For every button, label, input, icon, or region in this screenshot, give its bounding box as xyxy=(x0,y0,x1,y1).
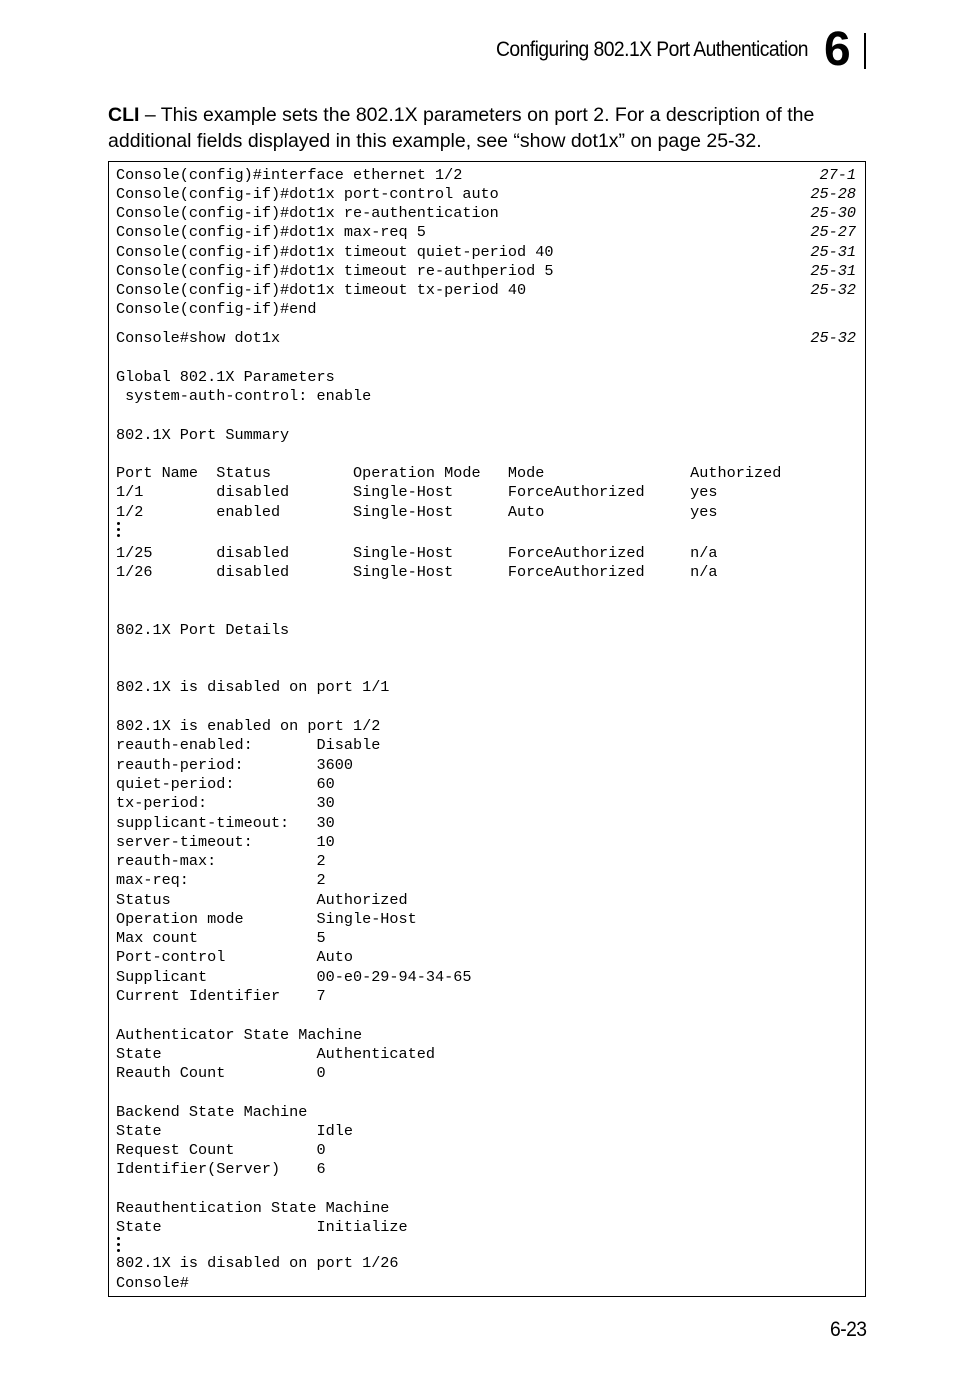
code-line: Supplicant 00-e0-29-94-34-65 xyxy=(116,968,472,986)
page-number: 6-23 xyxy=(830,1318,867,1341)
code-line: Max count 5 xyxy=(116,929,326,947)
page-reference: 27-1 xyxy=(819,166,856,184)
cli-label: CLI xyxy=(108,104,140,126)
code-line: max-req: 2 xyxy=(116,871,326,889)
table-row: 1/26 disabled Single-Host ForceAuthorized n/a xyxy=(116,563,718,581)
intro-line-1: – This example sets the 802.1X parameters on port 2. For a description of the xyxy=(139,104,815,126)
code-line: Console# xyxy=(116,1274,189,1292)
code-line: Status Authorized xyxy=(116,891,408,909)
code-example-box xyxy=(108,161,866,1297)
code-line: Console(config-if)#dot1x max-req 5 25-27 xyxy=(116,223,856,241)
code-line: supplicant-timeout: 30 xyxy=(116,814,335,832)
page-reference: 25-31 xyxy=(810,262,856,280)
code-line: Console(config-if)#end xyxy=(116,300,317,318)
code-line: quiet-period: 60 xyxy=(116,775,335,793)
code-line: Authenticator State Machine xyxy=(116,1026,363,1044)
ellipsis-dots xyxy=(117,522,123,540)
code-line: State Authenticated xyxy=(116,1045,435,1063)
intro-paragraph xyxy=(108,102,868,154)
code-line: 802.1X Port Summary xyxy=(116,426,290,444)
page-reference: 25-30 xyxy=(810,204,856,222)
code-line: Console(config-if)#dot1x timeout re-authperiod 5 25-31 xyxy=(116,262,856,280)
code-line: State Initialize xyxy=(116,1218,408,1236)
code-line: 802.1X is enabled on port 1/2 xyxy=(116,717,381,735)
code-line: system-auth-control: enable xyxy=(116,387,372,405)
code-line: Reauth Count 0 xyxy=(116,1064,326,1082)
chapter-number: 6 xyxy=(824,23,851,76)
code-line: Port-control Auto xyxy=(116,948,353,966)
table-row: 1/25 disabled Single-Host ForceAuthorized n/a xyxy=(116,544,718,562)
code-line: Identifier(Server) 6 xyxy=(116,1160,326,1178)
code-line: Request Count 0 xyxy=(116,1141,326,1159)
code-line: State Idle xyxy=(116,1122,353,1140)
code-line: Console(config-if)#dot1x timeout tx-period 40 25-32 xyxy=(116,281,856,299)
code-line: Console(config-if)#dot1x timeout quiet-period 40 25-31 xyxy=(116,243,856,261)
code-line: Operation mode Single-Host xyxy=(116,910,417,928)
code-line: Console(config-if)#dot1x re-authentication 25-30 xyxy=(116,204,856,222)
code-line: server-timeout: 10 xyxy=(116,833,335,851)
code-line: Console(config)#interface ethernet 1/2 27-1 xyxy=(116,166,856,184)
code-line: reauth-period: 3600 xyxy=(116,756,353,774)
running-header-title: Configuring 802.1X Port Authentication xyxy=(496,38,808,61)
code-line: 802.1X is disabled on port 1/26 xyxy=(116,1254,399,1272)
code-line: Global 802.1X Parameters xyxy=(116,368,335,386)
intro-line-2: additional fields displayed in this example, see “show dot1x” on page 25-32. xyxy=(108,130,762,152)
page-reference: 25-32 xyxy=(810,329,856,347)
code-line: Console(config-if)#dot1x port-control auto 25-28 xyxy=(116,185,856,203)
code-line: Current Identifier 7 xyxy=(116,987,326,1005)
page-reference: 25-32 xyxy=(810,281,856,299)
page-reference: 25-27 xyxy=(810,223,856,241)
code-line: Console#show dot1x 25-32 xyxy=(116,329,856,347)
table-row: 1/1 disabled Single-Host ForceAuthorized yes xyxy=(116,483,718,501)
code-line: Backend State Machine xyxy=(116,1103,308,1121)
code-line: reauth-max: 2 xyxy=(116,852,326,870)
page-reference: 25-28 xyxy=(810,185,856,203)
table-header-row: Port Name Status Operation Mode Mode Authorized xyxy=(116,464,782,482)
code-line: 802.1X is disabled on port 1/1 xyxy=(116,678,390,696)
page-reference: 25-31 xyxy=(810,243,856,261)
ellipsis-dots xyxy=(117,1237,123,1255)
chapter-rule xyxy=(864,33,866,69)
code-line: 802.1X Port Details xyxy=(116,621,290,639)
table-row: 1/2 enabled Single-Host Auto yes xyxy=(116,503,718,521)
code-line: reauth-enabled: Disable xyxy=(116,736,381,754)
code-line: tx-period: 30 xyxy=(116,794,335,812)
code-line: Reauthentication State Machine xyxy=(116,1199,390,1217)
